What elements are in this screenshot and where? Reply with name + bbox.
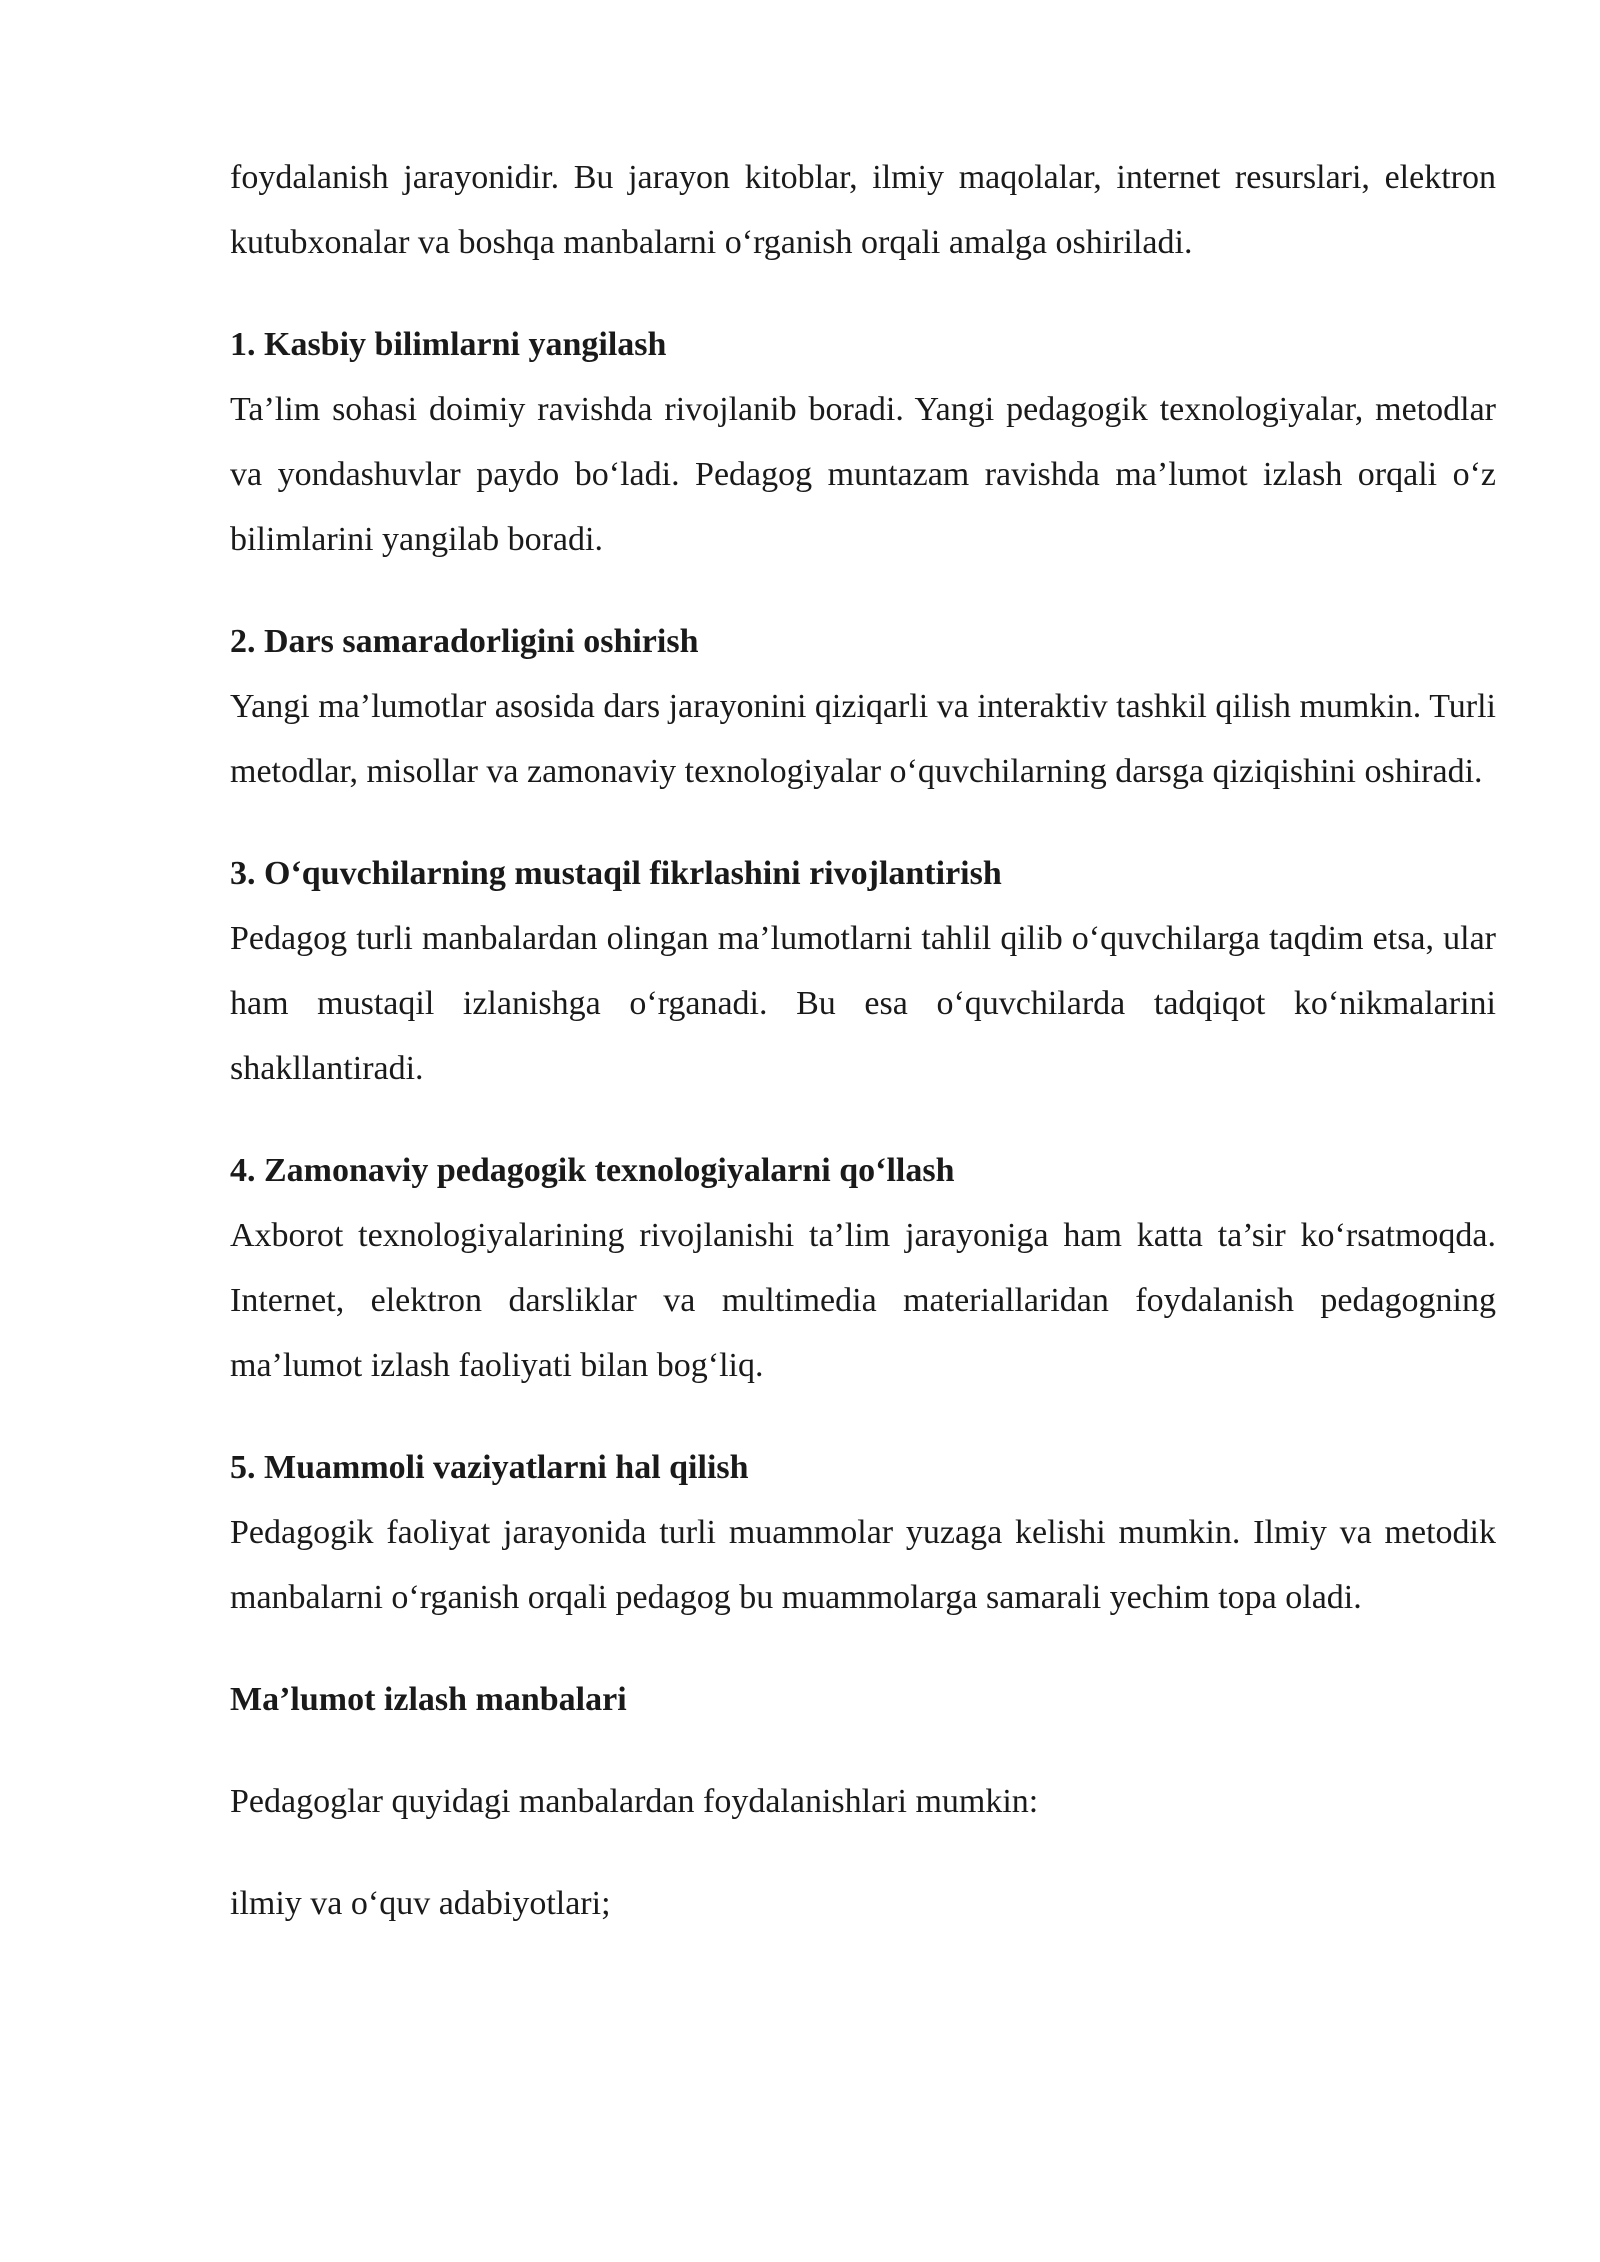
section-kasbiy-bilimlar bbox=[230, 312, 1496, 572]
section-body: Axborot texnologiyalarining rivojlanishi ta’lim jarayoniga ham katta ta’sir ko‘rsatmoqda. Internet, elektron darsliklar va multimedia materiallaridan foydalanish pedagogning ma’lumot izlash faoliyati bilan bog‘liq. bbox=[230, 1217, 1496, 1384]
section-heading: 4. Zamonaviy pedagogik texnologiyalarni qo‘llash bbox=[230, 1152, 955, 1189]
section-pedagogik-texnologiyalar bbox=[230, 1138, 1496, 1398]
sources-intro: Pedagoglar quyidagi manbalardan foydalanishlari mumkin: bbox=[230, 1783, 1039, 1820]
section-muammoli-vaziyatlar bbox=[230, 1435, 1496, 1630]
section-heading: 2. Dars samaradorligini oshirish bbox=[230, 623, 699, 660]
section-heading: 3. O‘quvchilarning mustaqil fikrlashini rivojlantirish bbox=[230, 855, 1002, 892]
document-page bbox=[230, 145, 1496, 1936]
section-heading: 1. Kasbiy bilimlarni yangilash bbox=[230, 326, 667, 363]
section-mustaqil-fikrlash bbox=[230, 841, 1496, 1101]
section-dars-samaradorligi bbox=[230, 609, 1496, 804]
section-body: Yangi ma’lumotlar asosida dars jarayonini qiziqarli va interaktiv tashkil qilish mumkin. Turli metodlar, misollar va zamonaviy texnologiyalar o‘quvchilarning darsga qiziqishini oshiradi. bbox=[230, 688, 1496, 790]
sources-heading: Ma’lumot izlash manbalari bbox=[230, 1681, 627, 1718]
intro-paragraph: foydalanish jarayonidir. Bu jarayon kitoblar, ilmiy maqolalar, internet resurslari, elektron kutubxonalar va boshqa manbalarni o‘rganish orqali amalga oshiriladi. bbox=[230, 159, 1496, 261]
section-heading: 5. Muammoli vaziyatlarni hal qilish bbox=[230, 1449, 749, 1486]
list-item: ilmiy va o‘quv adabiyotlari; bbox=[230, 1885, 611, 1922]
section-body: Ta’lim sohasi doimiy ravishda rivojlanib boradi. Yangi pedagogik texnologiyalar, metodlar va yondashuvlar paydo bo‘ladi. Pedagog muntazam ravishda ma’lumot izlash orqali o‘z bilimlarini yangilab boradi. bbox=[230, 391, 1496, 558]
section-body: Pedagogik faoliyat jarayonida turli muammolar yuzaga kelishi mumkin. Ilmiy va metodik manbalarni o‘rganish orqali pedagog bu muammolarga samarali yechim topa oladi. bbox=[230, 1514, 1496, 1616]
section-manbalar bbox=[230, 1667, 1496, 1732]
section-body: Pedagog turli manbalardan olingan ma’lumotlarni tahlil qilib o‘quvchilarga taqdim etsa, ular ham mustaqil izlanishga o‘rganadi. Bu esa o‘quvchilarda tadqiqot ko‘nikmalarini shakllantiradi. bbox=[230, 920, 1496, 1087]
